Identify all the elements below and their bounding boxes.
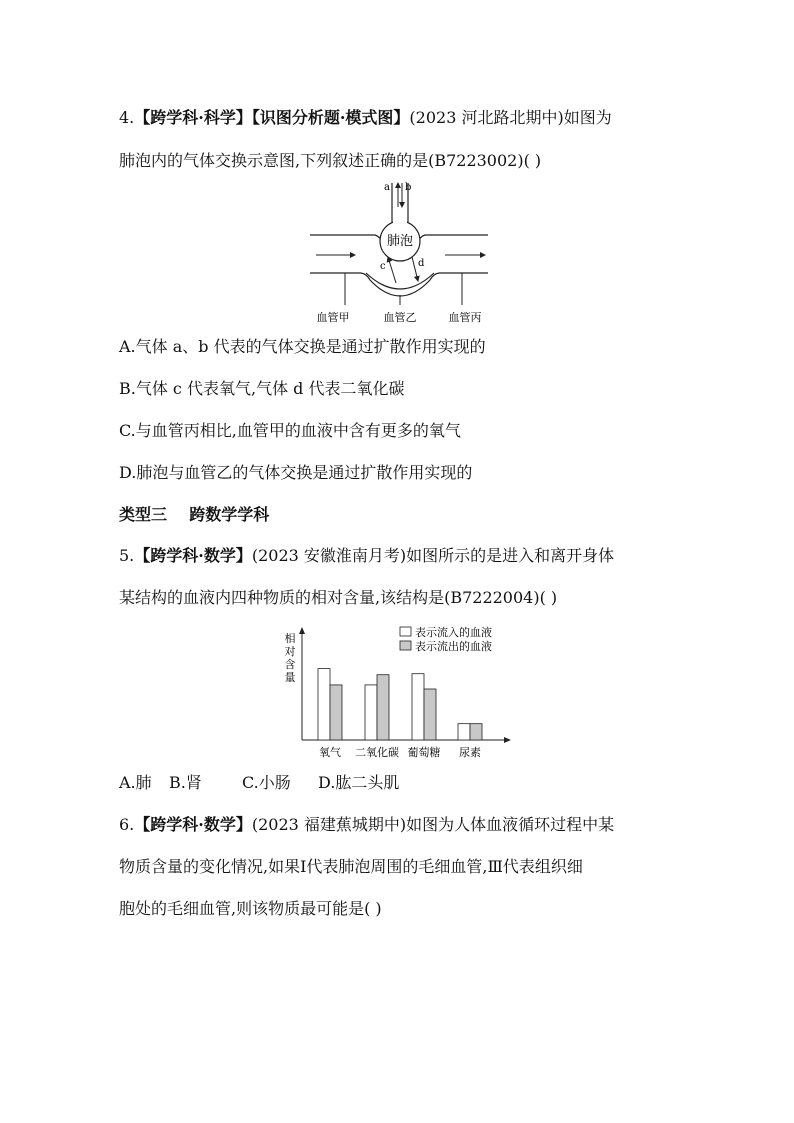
q5-tag: 【跨学科·数学】 bbox=[134, 546, 252, 565]
alveolus-label: 肺泡 bbox=[386, 234, 414, 249]
y-label-char: 对 bbox=[284, 645, 296, 658]
label-vessel-jia: 血管甲 bbox=[316, 311, 350, 324]
q6-line2: 物质含量的变化情况,如果Ⅰ代表肺泡周围的毛细血管,Ⅲ代表组织细 bbox=[119, 857, 583, 876]
x-tick-label: 尿素 bbox=[459, 746, 481, 759]
bar-chart bbox=[282, 626, 512, 762]
vessel-upper-wall-right bbox=[416, 235, 488, 249]
chart-x-tick-labels bbox=[319, 745, 481, 759]
q4-option-c: C.与血管丙相比,血管甲的血液中含有更多的氧气 bbox=[119, 421, 461, 440]
label-d: d bbox=[418, 258, 425, 269]
y-label-char: 相 bbox=[284, 632, 296, 645]
q5-option-d: D.肱二头肌 bbox=[318, 773, 400, 792]
q4-option-d: D.肺泡与血管乙的气体交换是通过扩散作用实现的 bbox=[119, 463, 473, 482]
x-tick-label: 葡萄糖 bbox=[407, 746, 441, 759]
y-label-char: 量 bbox=[284, 671, 296, 684]
bar-葡萄糖-1 bbox=[424, 689, 436, 740]
q5-line2: 某结构的血液内四种物质的相对含量,该结构是(B7222004)( ) bbox=[119, 588, 558, 607]
x-axis-arrowhead bbox=[504, 737, 511, 743]
q5-option-c: C.小肠 bbox=[242, 773, 291, 792]
q5-line1 bbox=[119, 546, 614, 566]
q5-number: 5. bbox=[119, 546, 135, 565]
chart-bars bbox=[318, 669, 482, 740]
q4-tag-diagram: 【识图分析题·模式图】 bbox=[251, 108, 410, 127]
y-axis-label bbox=[285, 631, 296, 684]
q6-line3: 胞处的毛细血管,则该物质最可能是( ) bbox=[119, 899, 382, 918]
vessel-upper-wall bbox=[310, 235, 384, 249]
bar-葡萄糖-0 bbox=[412, 674, 424, 740]
chart-legend bbox=[400, 626, 492, 653]
label-c: c bbox=[380, 261, 386, 272]
q6-line1 bbox=[119, 815, 614, 835]
vessel-lower-wall bbox=[310, 273, 488, 296]
section-heading: 类型三 跨数学学科 bbox=[119, 505, 270, 524]
label-vessel-yi: 血管乙 bbox=[383, 311, 417, 324]
x-tick-label: 二氧化碳 bbox=[355, 746, 399, 759]
legend-label-0: 表示流入的血液 bbox=[415, 626, 492, 639]
label-vessel-bing: 血管丙 bbox=[448, 311, 482, 324]
bar-二氧化碳-0 bbox=[365, 685, 377, 740]
q4-option-a: A.气体 a、b 代表的气体交换是通过扩散作用实现的 bbox=[119, 337, 486, 356]
q5-source: (2023 安徽淮南月考)如图所示的是进入和离开身体 bbox=[251, 546, 615, 565]
q5-option-a: A.肺 bbox=[119, 773, 152, 792]
bar-氧气-0 bbox=[318, 669, 330, 740]
bar-尿素-1 bbox=[470, 724, 482, 740]
q6-tag: 【跨学科·数学】 bbox=[134, 815, 252, 834]
bar-氧气-1 bbox=[330, 685, 342, 740]
q4-line2: 肺泡内的气体交换示意图,下列叙述正确的是(B7223002)( ) bbox=[119, 151, 542, 170]
q4-source: (2023 河北路北期中)如图为 bbox=[409, 108, 612, 127]
legend-label-1: 表示流出的血液 bbox=[415, 640, 492, 653]
q4-number: 4. bbox=[119, 108, 135, 127]
legend-swatch-0 bbox=[400, 627, 411, 636]
q4-line1 bbox=[119, 108, 612, 128]
q6-source: (2023 福建蕉城期中)如图为人体血液循环过程中某 bbox=[251, 815, 615, 834]
label-a: a bbox=[384, 182, 390, 193]
x-tick-label: 氧气 bbox=[319, 746, 341, 759]
q4-option-b: B.气体 c 代表氧气,气体 d 代表二氧化碳 bbox=[119, 379, 405, 398]
q6-number: 6. bbox=[119, 815, 135, 834]
legend-swatch-1 bbox=[400, 641, 411, 650]
alveolus-diagram bbox=[300, 177, 500, 327]
q4-tag-science: 【跨学科·科学】 bbox=[134, 108, 252, 127]
y-axis-arrowhead bbox=[299, 627, 305, 634]
label-b: b bbox=[405, 182, 412, 193]
q5-option-b: B.肾 bbox=[169, 773, 202, 792]
bar-尿素-0 bbox=[458, 724, 470, 740]
y-label-char: 含 bbox=[284, 658, 296, 671]
bar-二氧化碳-1 bbox=[377, 675, 389, 740]
q5-options bbox=[119, 773, 399, 793]
